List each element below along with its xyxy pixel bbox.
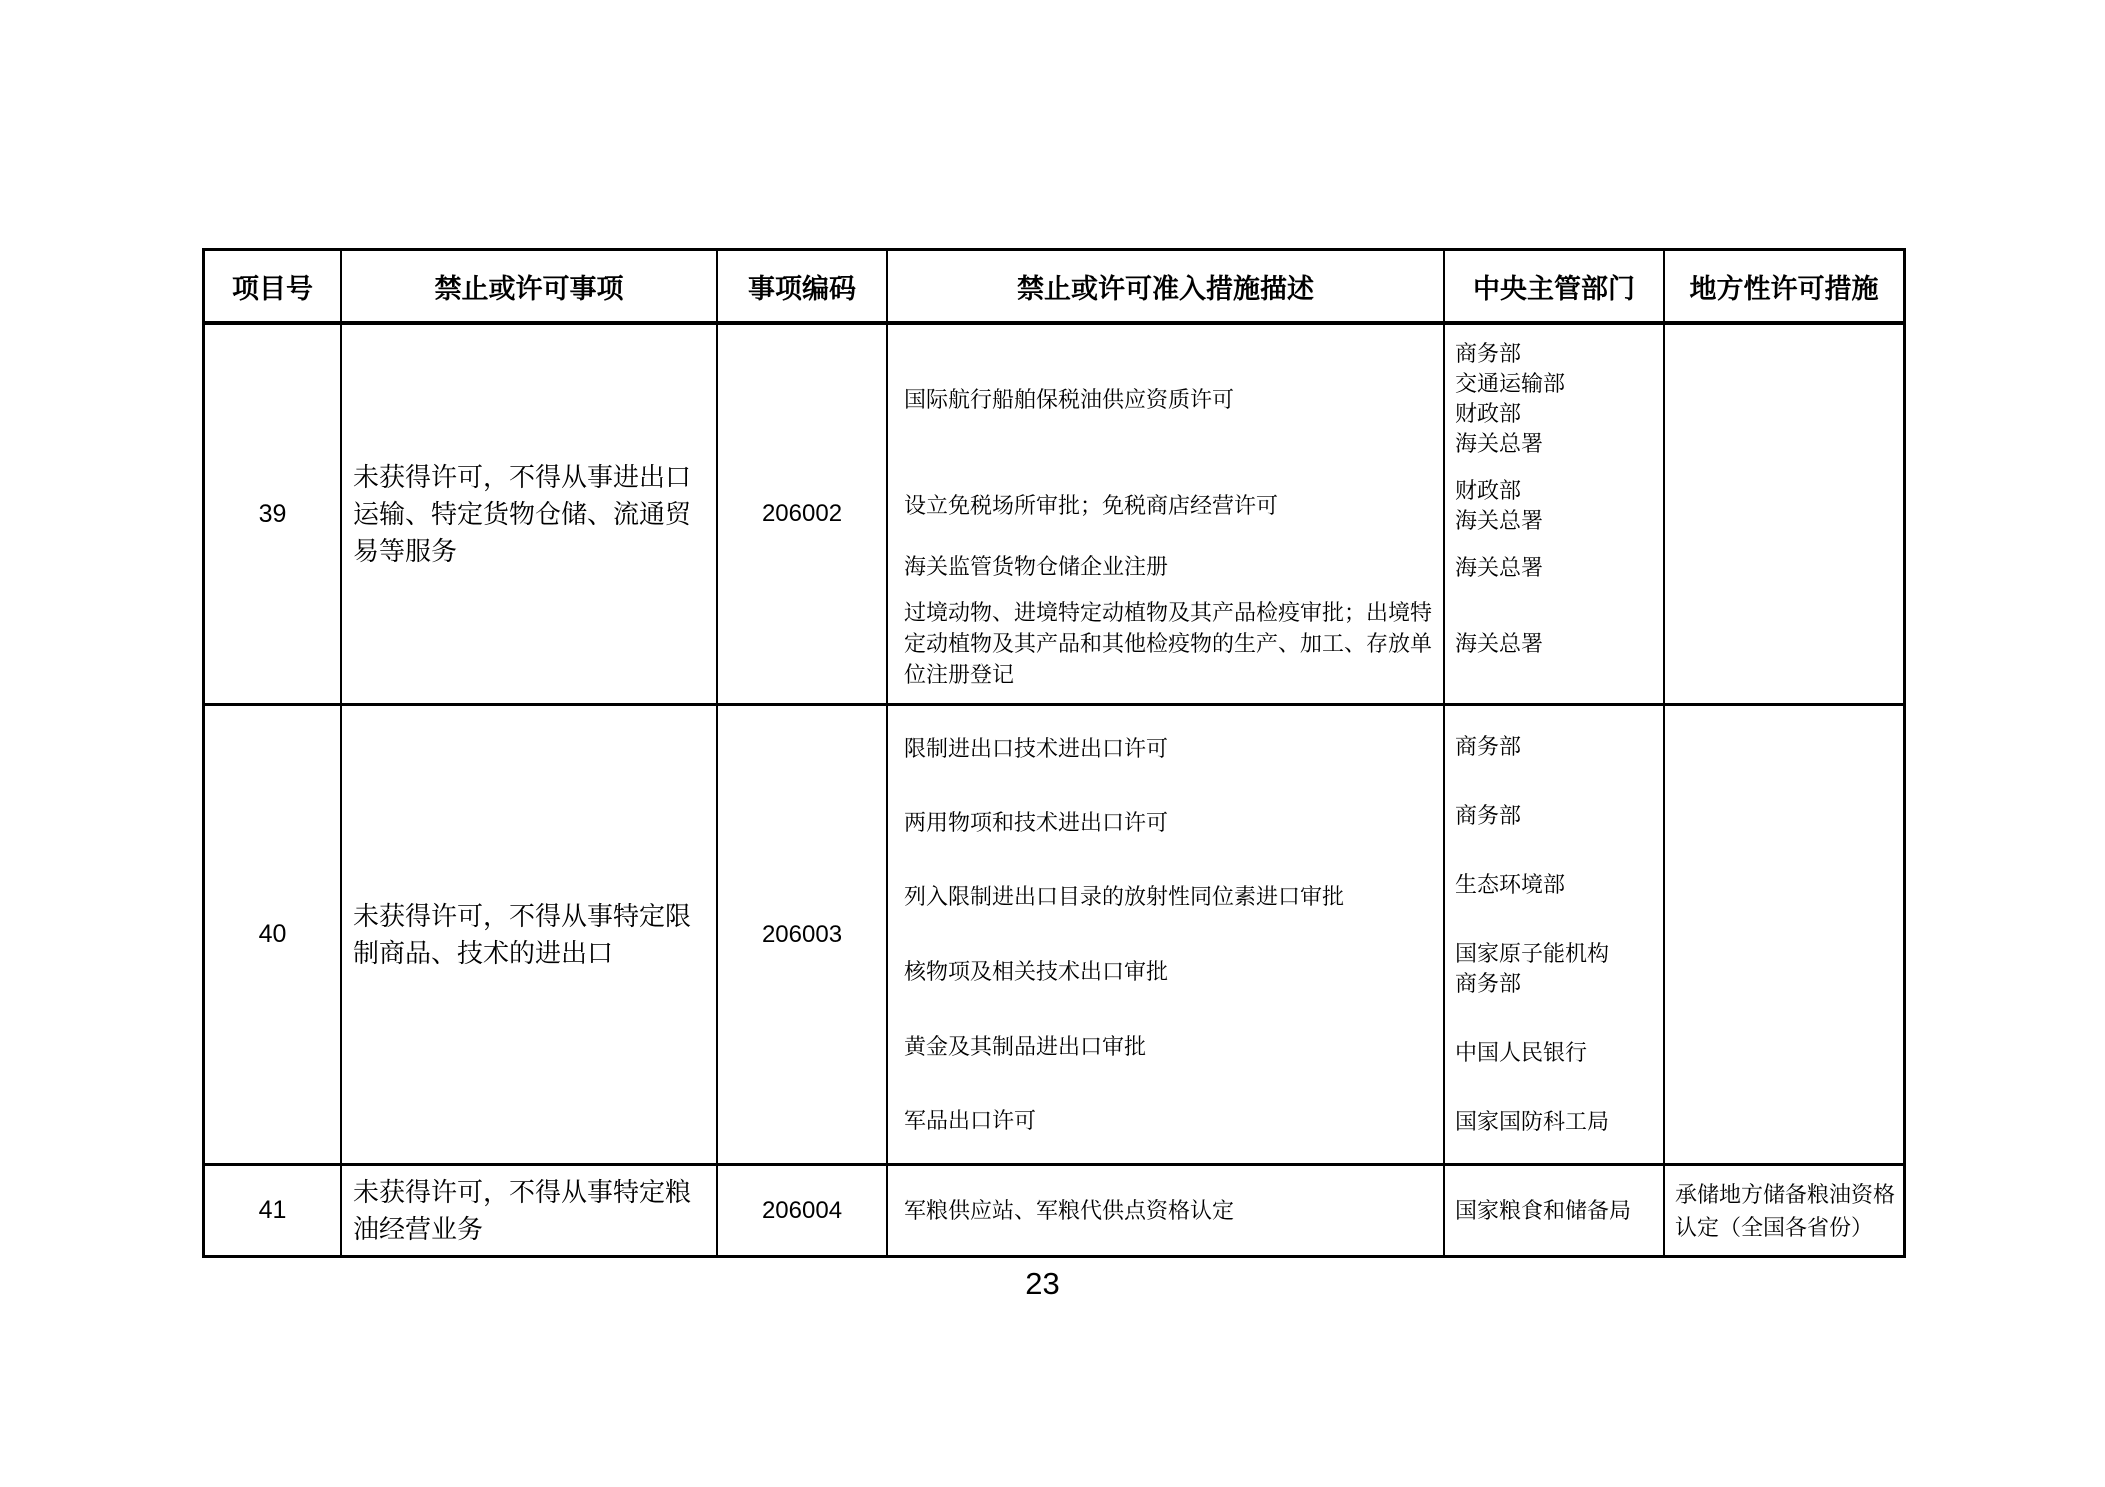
department-group <box>1445 331 1663 468</box>
department-name: 国家国防科工局 <box>1455 1109 1610 1135</box>
table-row <box>205 1163 1903 1255</box>
measure-item <box>888 589 1443 697</box>
department-group <box>1445 1088 1663 1157</box>
measure-text: 两用物项和技术进出口许可 <box>904 810 1169 836</box>
local-measure-text: 承储地方储备粮油资格认定（全国各省份） <box>1675 1181 1896 1240</box>
measure-text: 军品出口许可 <box>904 1107 1037 1133</box>
page-number: 23 <box>1025 1266 1060 1301</box>
department-group <box>1445 544 1663 591</box>
local-measure-cell <box>1663 325 1903 703</box>
measure-text: 核物项及相关技术出口审批 <box>904 958 1169 984</box>
department-group <box>1445 1019 1663 1088</box>
item-code-cell: 206002 <box>716 325 886 703</box>
department-name: 财政部 <box>1455 478 1522 503</box>
measure-text: 设立免税场所审批；免税商店经营许可 <box>904 492 1279 518</box>
table-body <box>205 325 1903 1255</box>
department-name: 商务部 <box>1455 341 1522 367</box>
measure-item <box>888 786 1443 860</box>
local-measure-cell <box>1663 1166 1903 1255</box>
department-group <box>1445 712 1663 781</box>
measure-text: 黄金及其制品进出口审批 <box>904 1033 1147 1059</box>
department-name: 中国人民银行 <box>1455 1040 1588 1066</box>
header-item-code: 事项编码 <box>716 251 886 321</box>
measure-item <box>888 860 1443 934</box>
department-group <box>1445 781 1663 850</box>
measure-item <box>888 933 1443 1009</box>
measure-text: 海关监管货物仓储企业注册 <box>904 553 1169 579</box>
measure-text: 过境动物、进境特定动植物及其产品检疫审批；出境特定动植物及其产品和其他检疫物的生产、加工、存放单位注册登记 <box>904 599 1433 687</box>
measure-item <box>888 543 1443 589</box>
item-number-cell: 40 <box>258 920 287 948</box>
central-department-cell <box>1443 1166 1663 1255</box>
department-group <box>1445 591 1663 697</box>
table-row <box>205 325 1903 703</box>
measure-description-cell <box>886 1166 1443 1255</box>
table-row <box>205 703 1903 1163</box>
department-name: 交通运输部 <box>1455 371 1566 397</box>
measure-item <box>888 1083 1443 1157</box>
department-group <box>1445 468 1663 545</box>
department-name: 财政部 <box>1455 401 1522 427</box>
item-description-cell <box>340 325 716 703</box>
header-measure-description: 禁止或许可准入措施描述 <box>886 251 1443 321</box>
measure-description-cell <box>886 706 1443 1163</box>
department-name: 海关总署 <box>1455 508 1544 533</box>
department-name: 海关总署 <box>1455 431 1544 457</box>
department-name: 商务部 <box>1455 971 1522 997</box>
item-description-text: 未获得许可，不得从事特定粮油经营业务 <box>353 1176 692 1244</box>
item-code-cell: 206003 <box>716 706 886 1163</box>
measure-item <box>888 712 1443 786</box>
department-name: 海关总署 <box>1455 631 1544 657</box>
header-prohibited-or-licensed-matter: 禁止或许可事项 <box>340 251 716 321</box>
department-name: 海关总署 <box>1455 554 1544 580</box>
central-department-cell <box>1443 325 1663 703</box>
department-name: 国家原子能机构 <box>1455 941 1610 967</box>
department-group <box>1445 1172 1663 1249</box>
measure-text: 限制进出口技术进出口许可 <box>904 736 1169 762</box>
department-group <box>1445 850 1663 919</box>
item-description-text: 未获得许可，不得从事进出口运输、特定货物仓储、流通贸易等服务 <box>353 461 692 566</box>
measure-item <box>888 1009 1443 1083</box>
measure-text: 军粮供应站、军粮代供点资格认定 <box>904 1198 1235 1223</box>
local-measure-cell <box>1663 706 1903 1163</box>
measure-description-cell <box>886 325 1443 703</box>
item-number-cell: 41 <box>258 1196 287 1224</box>
item-code-cell: 206004 <box>716 1166 886 1255</box>
header-local-licensing-measure: 地方性许可措施 <box>1663 251 1903 321</box>
header-item-number: 项目号 <box>232 273 313 304</box>
header-central-department: 中央主管部门 <box>1443 251 1663 321</box>
item-description-cell <box>340 1166 716 1255</box>
item-description-text: 未获得许可，不得从事特定限制商品、技术的进出口 <box>353 900 692 968</box>
department-name: 生态环境部 <box>1455 871 1566 897</box>
table-header-row <box>205 251 1903 325</box>
permit-table <box>202 248 1906 1258</box>
item-number-cell: 39 <box>258 499 287 528</box>
measure-item <box>888 1172 1443 1249</box>
measure-text: 国际航行船舶保税油供应资质许可 <box>904 386 1235 412</box>
measure-item <box>888 331 1443 467</box>
central-department-cell <box>1443 706 1663 1163</box>
department-name: 国家粮食和储备局 <box>1455 1197 1632 1223</box>
measure-text: 列入限制进出口目录的放射性同位素进口审批 <box>904 883 1345 909</box>
item-description-cell <box>340 706 716 1163</box>
department-name: 商务部 <box>1455 802 1522 828</box>
department-name: 商务部 <box>1455 733 1522 759</box>
department-group <box>1445 920 1663 1019</box>
measure-item <box>888 467 1443 543</box>
